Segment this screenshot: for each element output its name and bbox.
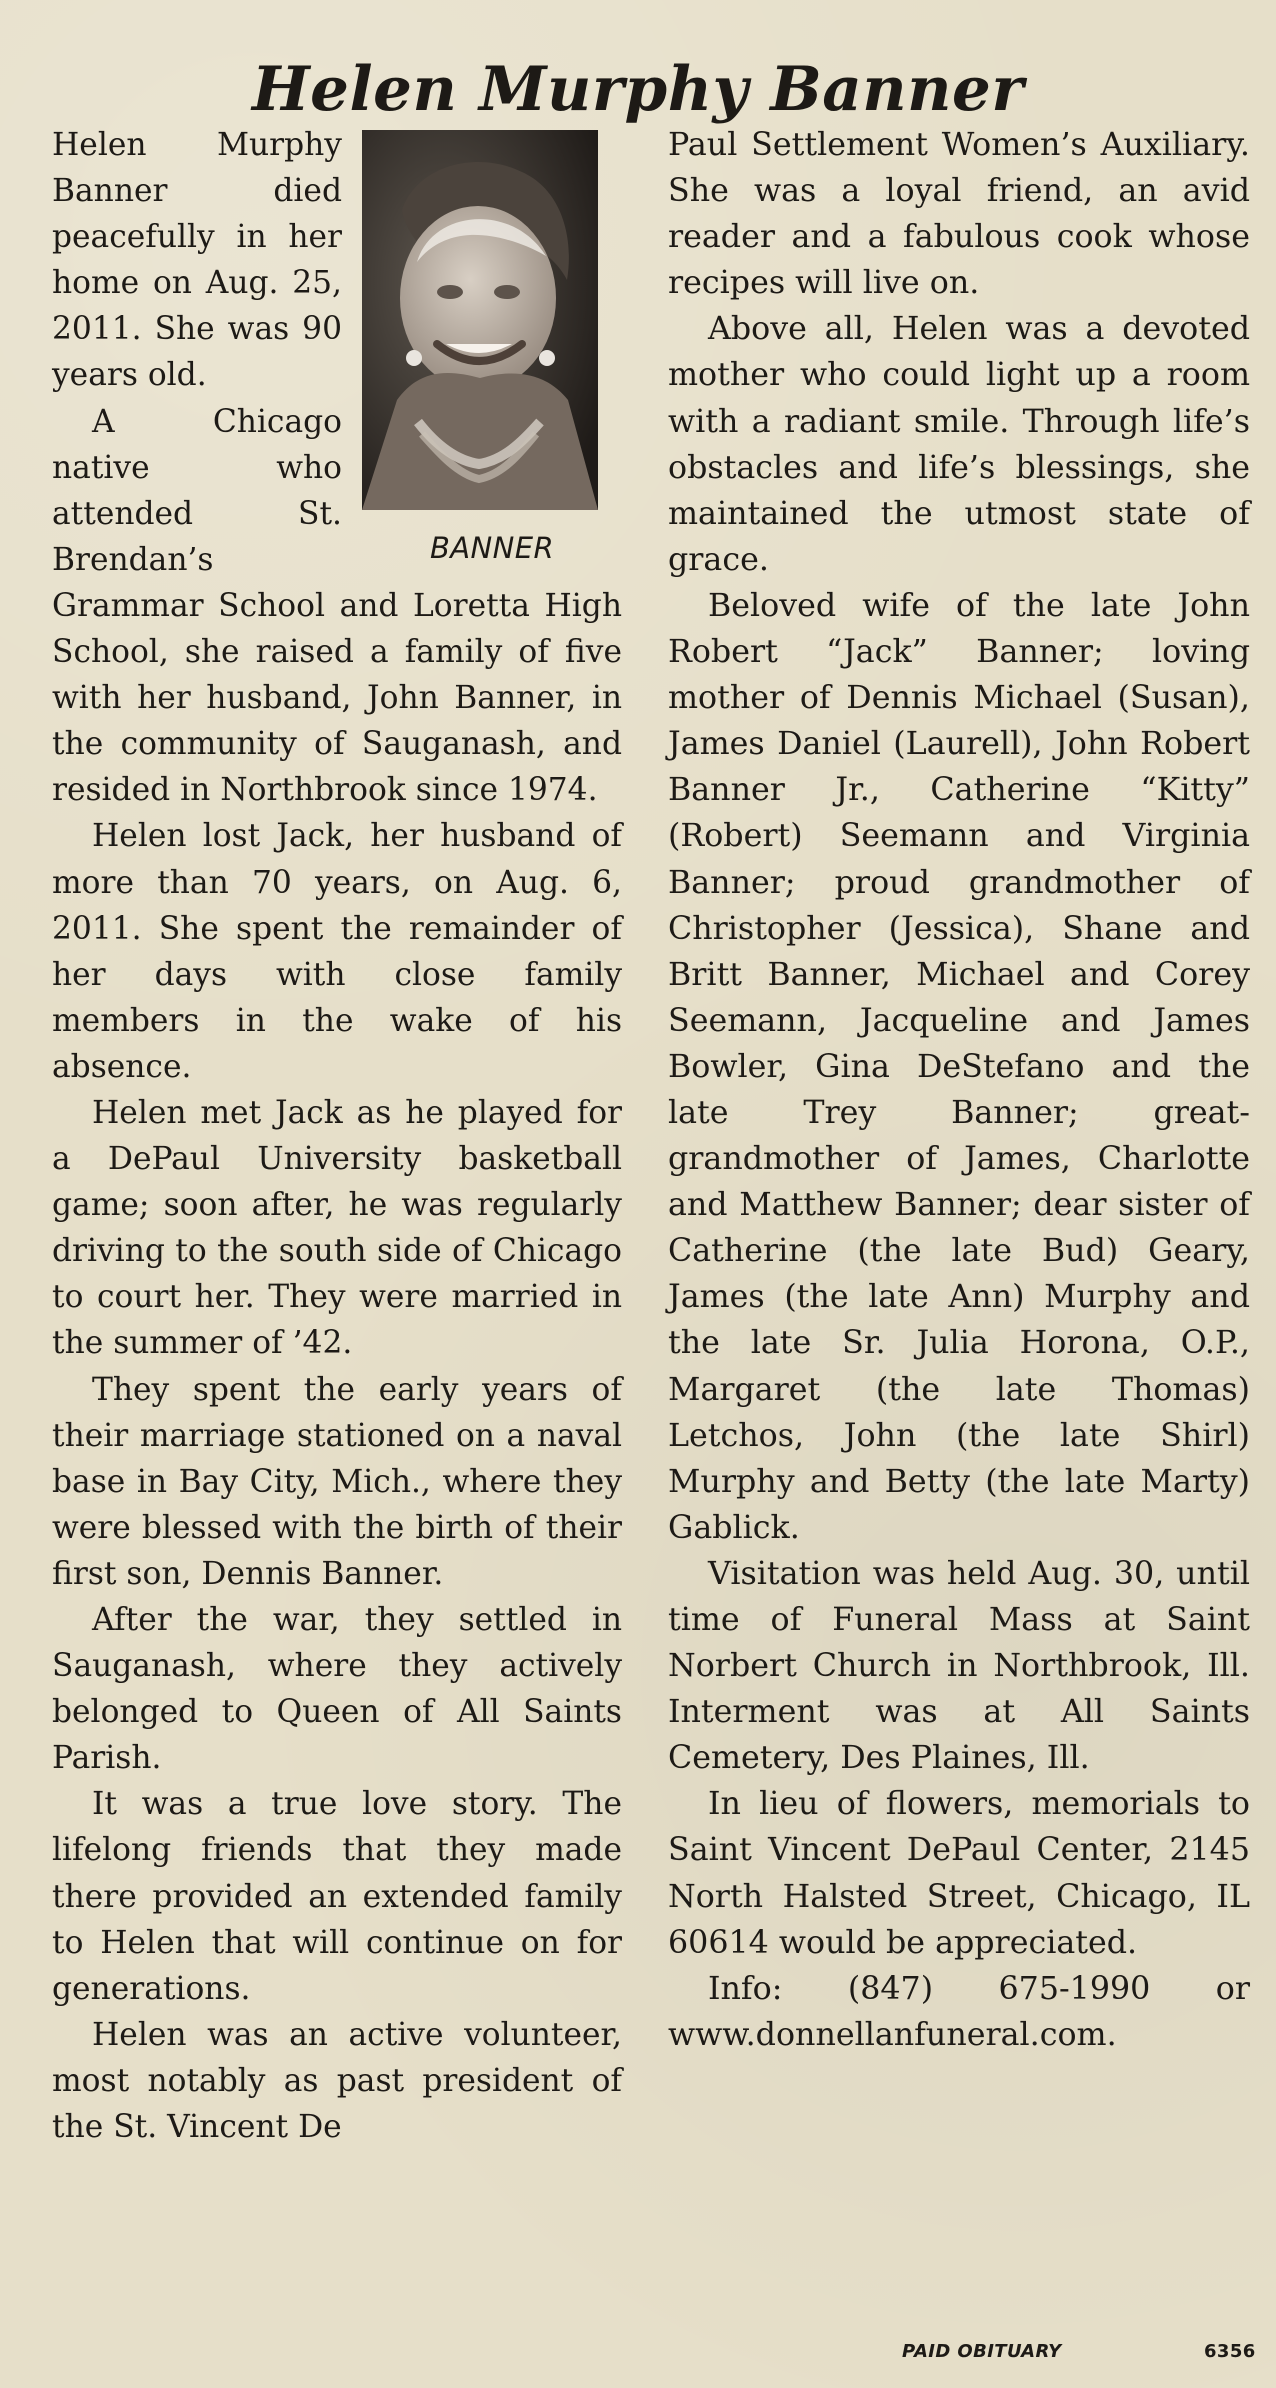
left-paragraph-5: They spent the early years of their marriage stationed on a naval base in Bay City, Mich., where they were blessed with the birth of their first son, Dennis Banner. [52,1371,622,1592]
right-paragraph-6: Info: (847) 675-1990 or www.donnellanfuneral.com. [668,1970,1250,2053]
right-paragraph-4: Visitation was held Aug. 30, until time of Funeral Mass at Saint Norbert Church in Northbrook, Ill. Interment was at All Saints Cemetery, Des Plaines, Ill. [668,1555,1250,1777]
left-paragraph-1: Helen Murphy Banner died peacefully in her home on Aug. 25, 2011. She was 90 years old. [52,127,342,394]
left-column [52,122,622,2150]
right-column [668,122,1250,2058]
left-paragraph-8: Helen was an active volunteer, most notably as past president of the St. Vincent De [52,2016,622,2146]
left-paragraph-4: Helen met Jack as he played for a DePaul University basketball game; soon after, he was regularly driving to the south side of Chicago to court her. They were married in the summer of ’42. [52,1094,622,1362]
left-paragraph-7: It was a true love story. The lifelong friends that they made there provided an extended family to Helen that will continue on for generations. [52,1786,622,2007]
right-paragraph-2: Above all, Helen was a devoted mother who could light up a room with a radiant smile. Through life’s obstacles and life’s blessings, she maintained the utmost state of grace. [668,311,1250,578]
paid-obituary-label: PAID OBITUARY [902,2341,1062,2362]
right-paragraph-3: Beloved wife of the late John Robert “Jack” Banner; loving mother of Dennis Michael (Susan), James Daniel (Laurell), John Robert Banner Jr., Catherine “Kitty” (Robert) Seemann and Virginia Banner; proud grandmother of Christopher (Jessica), Shane and Britt Banner, Michael and Corey Seemann, Jacqueline and James Bowler, Gina DeStefano and the late Trey Banner; great-grandmother of James, Charlotte and Matthew Banner; dear sister of Catherine (the late Bud) Geary, James (the late Ann) Murphy and the late Sr. Julia Horona, O.P., Margaret (the late Thomas) Letchos, John (the late Shirl) Murphy and Betty (the late Marty) Gablick. [668,587,1250,1546]
right-paragraph-5: In lieu of flowers, memorials to Saint Vincent DePaul Center, 2145 North Halsted Street, Chicago, IL 60614 would be appreciated. [668,1786,1250,1961]
photo-caption: BANNER [430,531,554,565]
ad-code: 6356 [1204,2341,1256,2362]
portrait-photo [362,130,598,510]
obituary-title: Helen Murphy Banner [252,53,1024,125]
left-paragraph-2: A Chicago native who attended St. Brendan’s Grammar School and Loretta High School, she raised a family of five with her husband, John Banner, in the community of Sauganash, and resided in Northbrook since 1974. [52,403,622,809]
right-paragraph-1: Paul Settlement Women’s Auxiliary. She was a loyal friend, an avid reader and a fabulous cook whose recipes will live on. [668,127,1250,302]
left-paragraph-6: After the war, they settled in Sauganash, where they actively belonged to Queen of All Saints Parish. [52,1602,622,1777]
left-paragraph-3: Helen lost Jack, her husband of more than 70 years, on Aug. 6, 2011. She spent the remainder of her days with close family members in the wake of his absence. [52,818,622,1085]
portrait-figure [362,130,622,580]
